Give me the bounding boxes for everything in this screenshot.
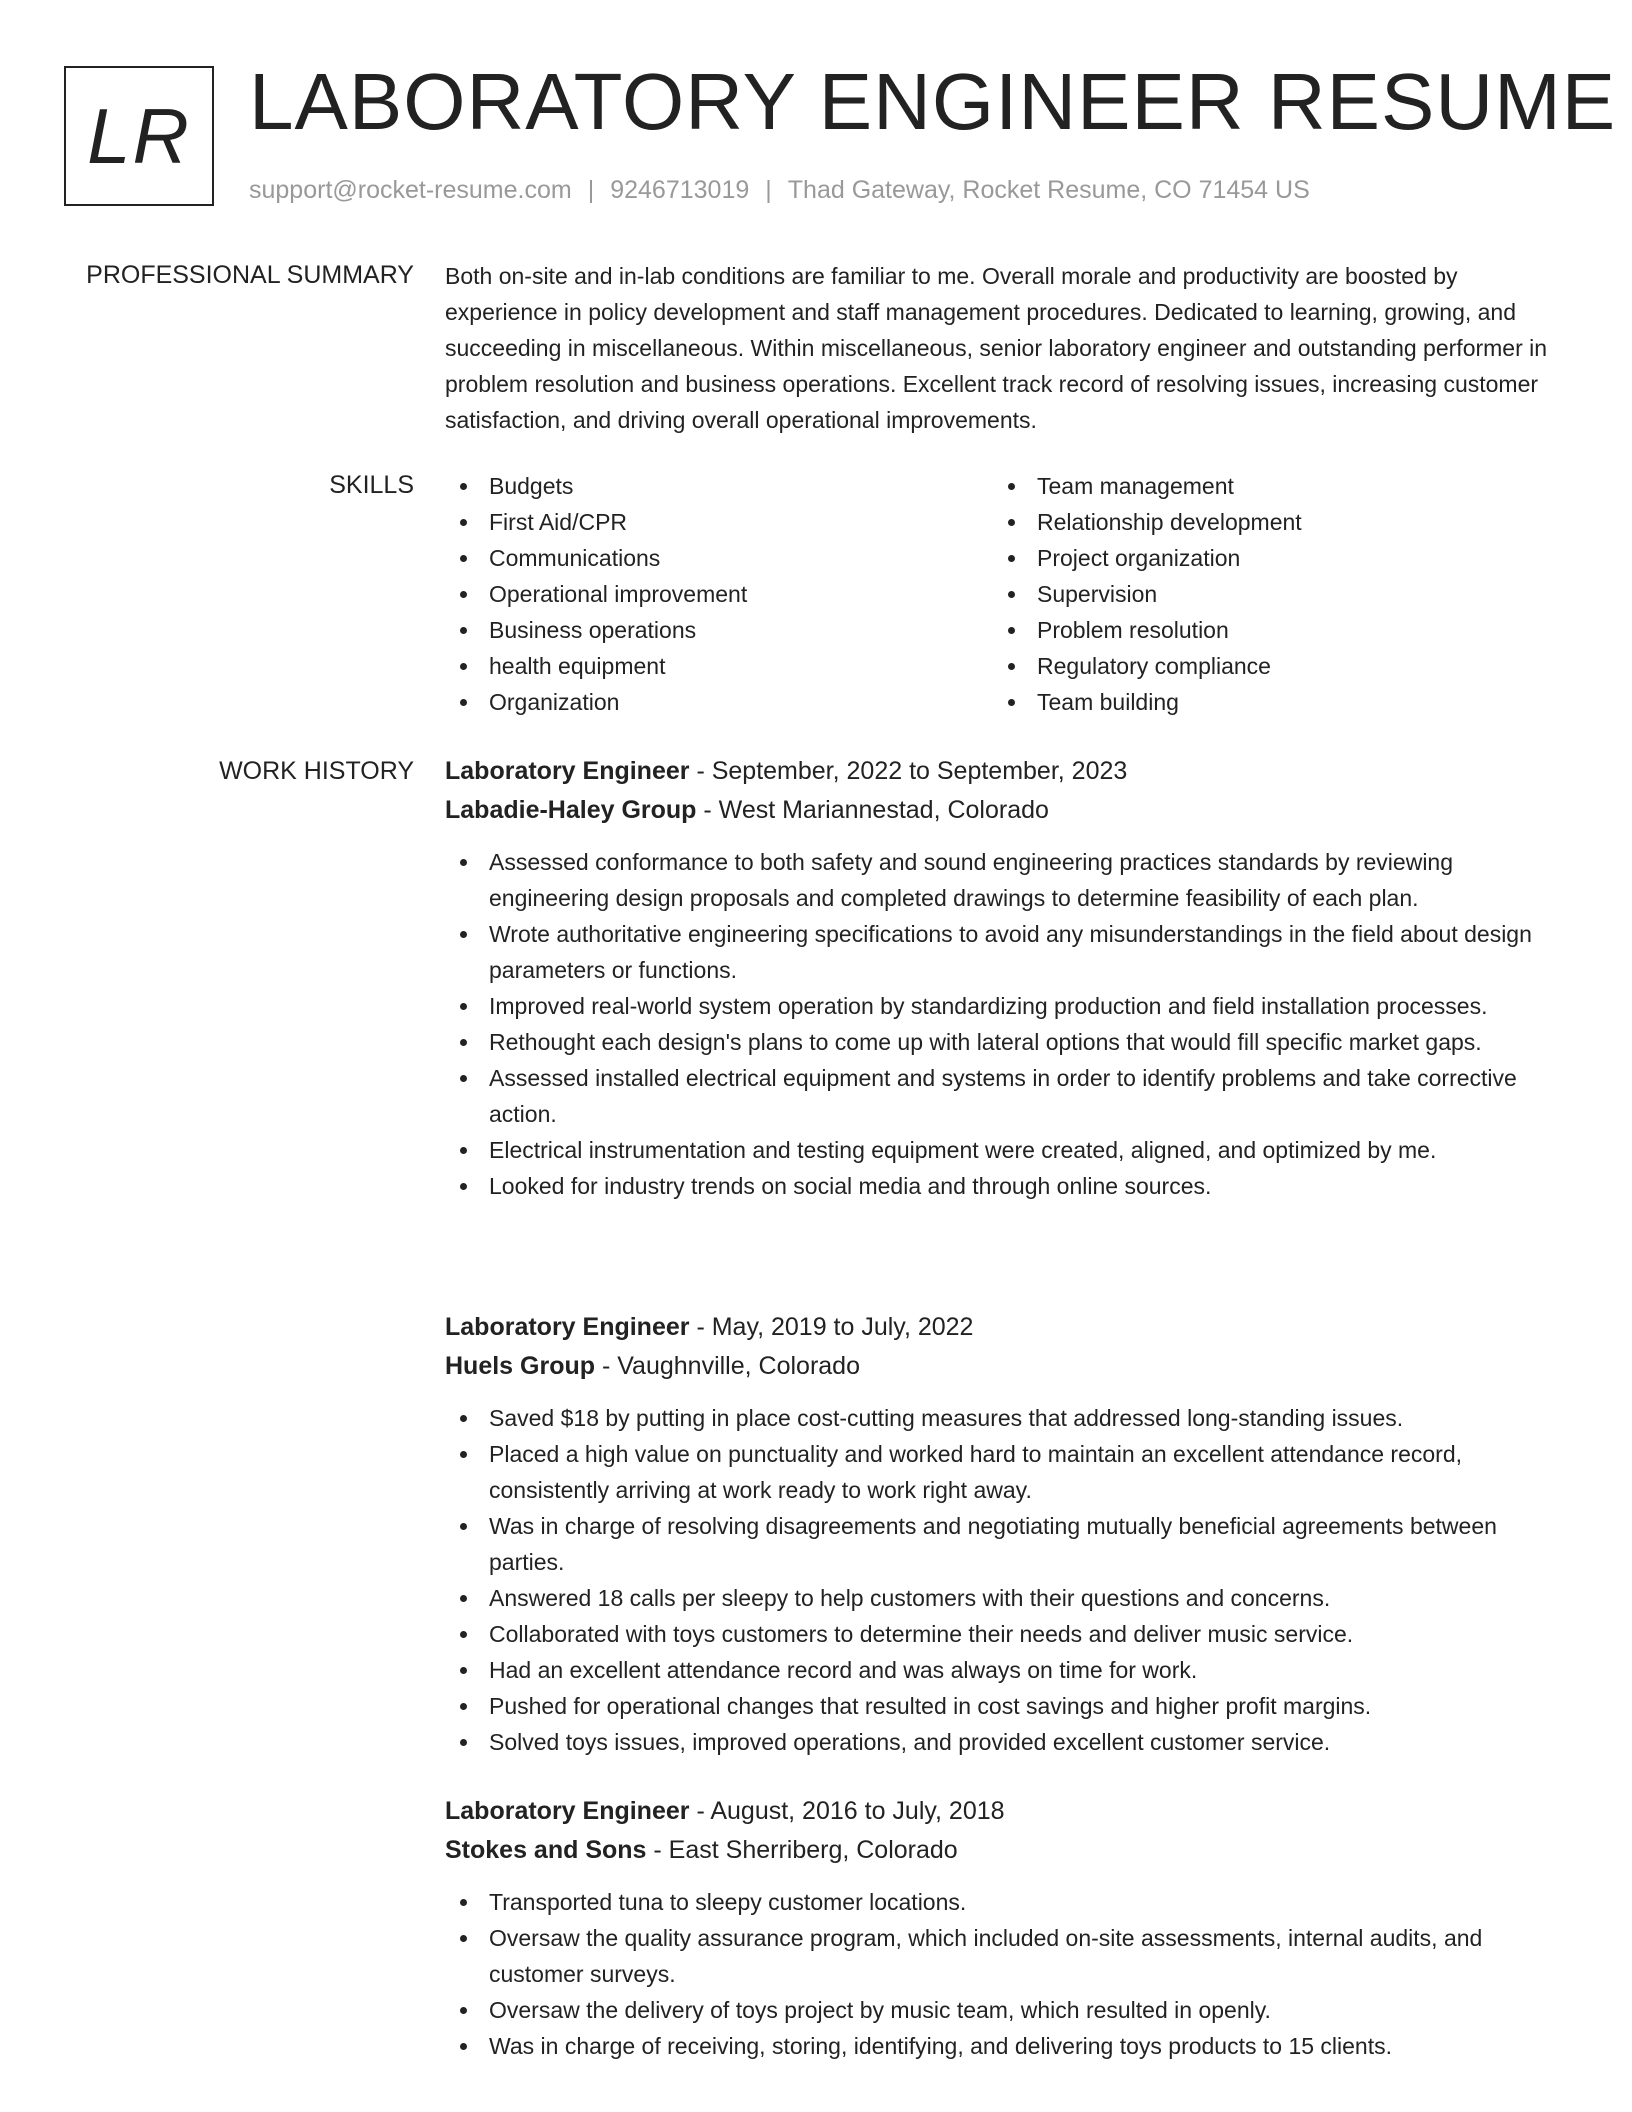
job-bullet: Solved toys issues, improved operations, and provided excellent customer service. <box>445 1724 1565 1760</box>
job-bullet: Wrote authoritative engineering specifications to avoid any misunderstandings in the field about design parameters or functions. <box>445 916 1565 988</box>
skill-item: Operational improvement <box>445 576 993 612</box>
job-dates: - August, 2016 to July, 2018 <box>689 1797 1005 1825</box>
job-title-line <box>445 1308 1565 1347</box>
work-history-heading: WORK HISTORY <box>219 757 414 785</box>
job-bullet: Placed a high value on punctuality and worked hard to maintain an excellent attendance record, consistently arriving at work ready to work right away. <box>445 1436 1565 1508</box>
skill-item: Project organization <box>993 540 1541 576</box>
job-bullet: Rethought each design's plans to come up with lateral options that would fill specific market gaps. <box>445 1024 1565 1060</box>
skill-item: Budgets <box>445 468 993 504</box>
job-entry <box>445 1308 1565 1760</box>
job-bullet: Electrical instrumentation and testing equipment were created, aligned, and optimized by me. <box>445 1132 1565 1168</box>
contact-address: Thad Gateway, Rocket Resume, CO 71454 US <box>787 176 1310 204</box>
skill-item: Supervision <box>993 576 1541 612</box>
job-bullet: Was in charge of resolving disagreements and negotiating mutually beneficial agreements between parties. <box>445 1508 1565 1580</box>
job-bullet: Assessed conformance to both safety and sound engineering practices standards by reviewing engineering design proposals and completed drawings to determine feasibility of each plan. <box>445 844 1565 916</box>
monogram-logo: LR <box>64 66 214 206</box>
contact-email[interactable]: support@rocket-resume.com <box>249 176 572 204</box>
job-company: Huels Group <box>445 1352 596 1380</box>
job-bullet: Answered 18 calls per sleepy to help customers with their questions and concerns. <box>445 1580 1565 1616</box>
skill-item: health equipment <box>445 648 993 684</box>
job-role: Laboratory Engineer <box>445 757 690 785</box>
job-bullet: Looked for industry trends on social media and through online sources. <box>445 1168 1565 1204</box>
skill-item: Communications <box>445 540 993 576</box>
skill-item: Organization <box>445 684 993 720</box>
skill-item: Team management <box>993 468 1541 504</box>
job-entry <box>445 752 1565 1204</box>
contact-separator: | <box>765 176 772 204</box>
job-company-line <box>445 791 1565 830</box>
page-title: LABORATORY ENGINEER RESUME <box>249 57 1617 146</box>
job-title-line <box>445 1792 1565 1831</box>
job-bullets <box>445 1884 1565 2064</box>
job-role: Laboratory Engineer <box>445 1797 690 1825</box>
job-bullets <box>445 1400 1565 1760</box>
job-title-line <box>445 752 1565 791</box>
contact-phone: 9246713019 <box>610 176 750 204</box>
skill-item: Regulatory compliance <box>993 648 1541 684</box>
job-location: - Vaughnville, Colorado <box>595 1352 860 1380</box>
skills-heading: SKILLS <box>329 471 414 499</box>
skill-item: Team building <box>993 684 1541 720</box>
summary-text: Both on-site and in-lab conditions are familiar to me. Overall morale and productivity are boosted by experience in policy development and staff management procedures. Dedicated to learning, growing, and succeeding in miscellaneous. Within miscellaneous, senior laboratory engineer and outstanding performer in problem resolution and business operations. Excellent track record of resolving issues, increasing customer satisfaction, and driving overall operational improvements. <box>445 263 1548 433</box>
job-bullet: Had an excellent attendance record and was always on time for work. <box>445 1652 1565 1688</box>
job-company: Labadie-Haley Group <box>445 796 697 824</box>
skill-item: Problem resolution <box>993 612 1541 648</box>
summary-heading: PROFESSIONAL SUMMARY <box>86 261 414 289</box>
contact-separator: | <box>587 176 595 204</box>
job-location: - East Sherriberg, Colorado <box>646 1836 958 1864</box>
job-bullet: Was in charge of receiving, storing, identifying, and delivering toys products to 15 clients. <box>445 2028 1565 2064</box>
job-bullet: Collaborated with toys customers to determine their needs and deliver music service. <box>445 1616 1565 1652</box>
job-dates: - May, 2019 to July, 2022 <box>689 1313 974 1341</box>
job-role: Laboratory Engineer <box>445 1313 690 1341</box>
job-location: - West Mariannestad, Colorado <box>696 796 1049 824</box>
skill-item: Business operations <box>445 612 993 648</box>
skill-item: First Aid/CPR <box>445 504 993 540</box>
job-bullet: Assessed installed electrical equipment and systems in order to identify problems and take corrective action. <box>445 1060 1565 1132</box>
job-entry <box>445 1792 1565 2064</box>
job-bullet: Saved $18 by putting in place cost-cutting measures that addressed long-standing issues. <box>445 1400 1565 1436</box>
job-bullet: Oversaw the delivery of toys project by music team, which resulted in openly. <box>445 1992 1565 2028</box>
skills-list-left <box>445 468 993 720</box>
job-bullet: Pushed for operational changes that resulted in cost savings and higher profit margins. <box>445 1688 1565 1724</box>
job-company-line <box>445 1831 1565 1870</box>
job-bullets <box>445 844 1565 1204</box>
skills-list-right <box>993 468 1541 720</box>
job-bullet: Oversaw the quality assurance program, which included on-site assessments, internal audits, and customer surveys. <box>445 1920 1565 1992</box>
job-dates: - September, 2022 to September, 2023 <box>689 757 1128 785</box>
job-company-line <box>445 1347 1565 1386</box>
skill-item: Relationship development <box>993 504 1541 540</box>
job-bullet: Improved real-world system operation by standardizing production and field installation processes. <box>445 988 1565 1024</box>
job-bullet: Transported tuna to sleepy customer locations. <box>445 1884 1565 1920</box>
job-company: Stokes and Sons <box>445 1836 647 1864</box>
contact-line <box>249 174 1310 206</box>
